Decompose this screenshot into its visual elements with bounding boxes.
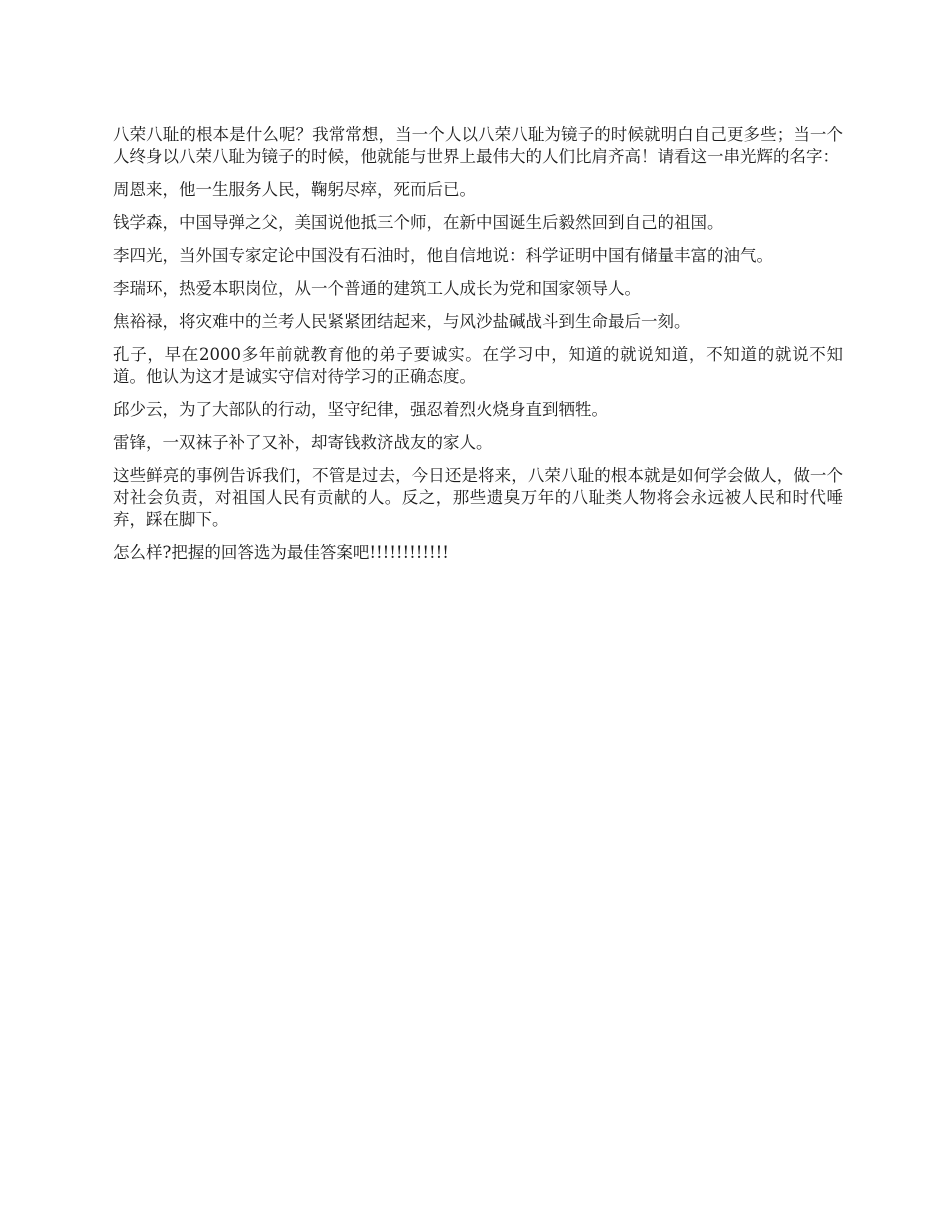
paragraph-conclusion: 这些鲜亮的事例告诉我们，不管是过去，今日还是将来，八荣八耻的根本就是如何学会做人，做一个对社会负责，对祖国人民有贡献的人。反之，那些遗臭万年的八耻类人物将会永远被人民和时代唾弃，踩在脚下。 [113, 466, 843, 529]
paragraph-qian-xuesen: 钱学森，中国导弹之父，美国说他抵三个师，在新中国诞生后毅然回到自己的祖国。 [113, 213, 724, 232]
paragraph-intro: 八荣八耻的根本是什么呢？我常常想，当一个人以八荣八耻为镜子的时候就明白自己更多些；当一个人终身以八荣八耻为镜子的时候，他就能与世界上最伟大的人们比肩齐高！请看这一串光辉的名字： [113, 125, 843, 166]
document-body [113, 124, 843, 575]
paragraph-jiao-yulu: 焦裕禄，将灾难中的兰考人民紧紧团结起来，与风沙盐碱战斗到生命最后一刻。 [113, 312, 691, 331]
paragraph-confucius: 孔子，早在2000多年前就教育他的弟子要诚实。在学习中，知道的就说知道，不知道的就说不知道。他认为这才是诚实守信对待学习的正确态度。 [113, 345, 843, 386]
paragraph-closing: 怎么样?把握的回答选为最佳答案吧!!!!!!!!!!!! [113, 543, 449, 562]
paragraph-zhou-enlai: 周恩来，他一生服务人民，鞠躬尽瘁，死而后已。 [113, 180, 476, 199]
paragraph-li-siguang: 李四光，当外国专家定论中国没有石油时，他自信地说：科学证明中国有储量丰富的油气。 [113, 246, 773, 265]
paragraph-qiu-shaoyun: 邱少云，为了大部队的行动，坚守纪律，强忍着烈火烧身直到牺牲。 [113, 400, 608, 419]
paragraph-lei-feng: 雷锋，一双袜子补了又补，却寄钱救济战友的家人。 [113, 433, 493, 452]
paragraph-li-ruihuan: 李瑞环，热爱本职岗位，从一个普通的建筑工人成长为党和国家领导人。 [113, 279, 641, 298]
